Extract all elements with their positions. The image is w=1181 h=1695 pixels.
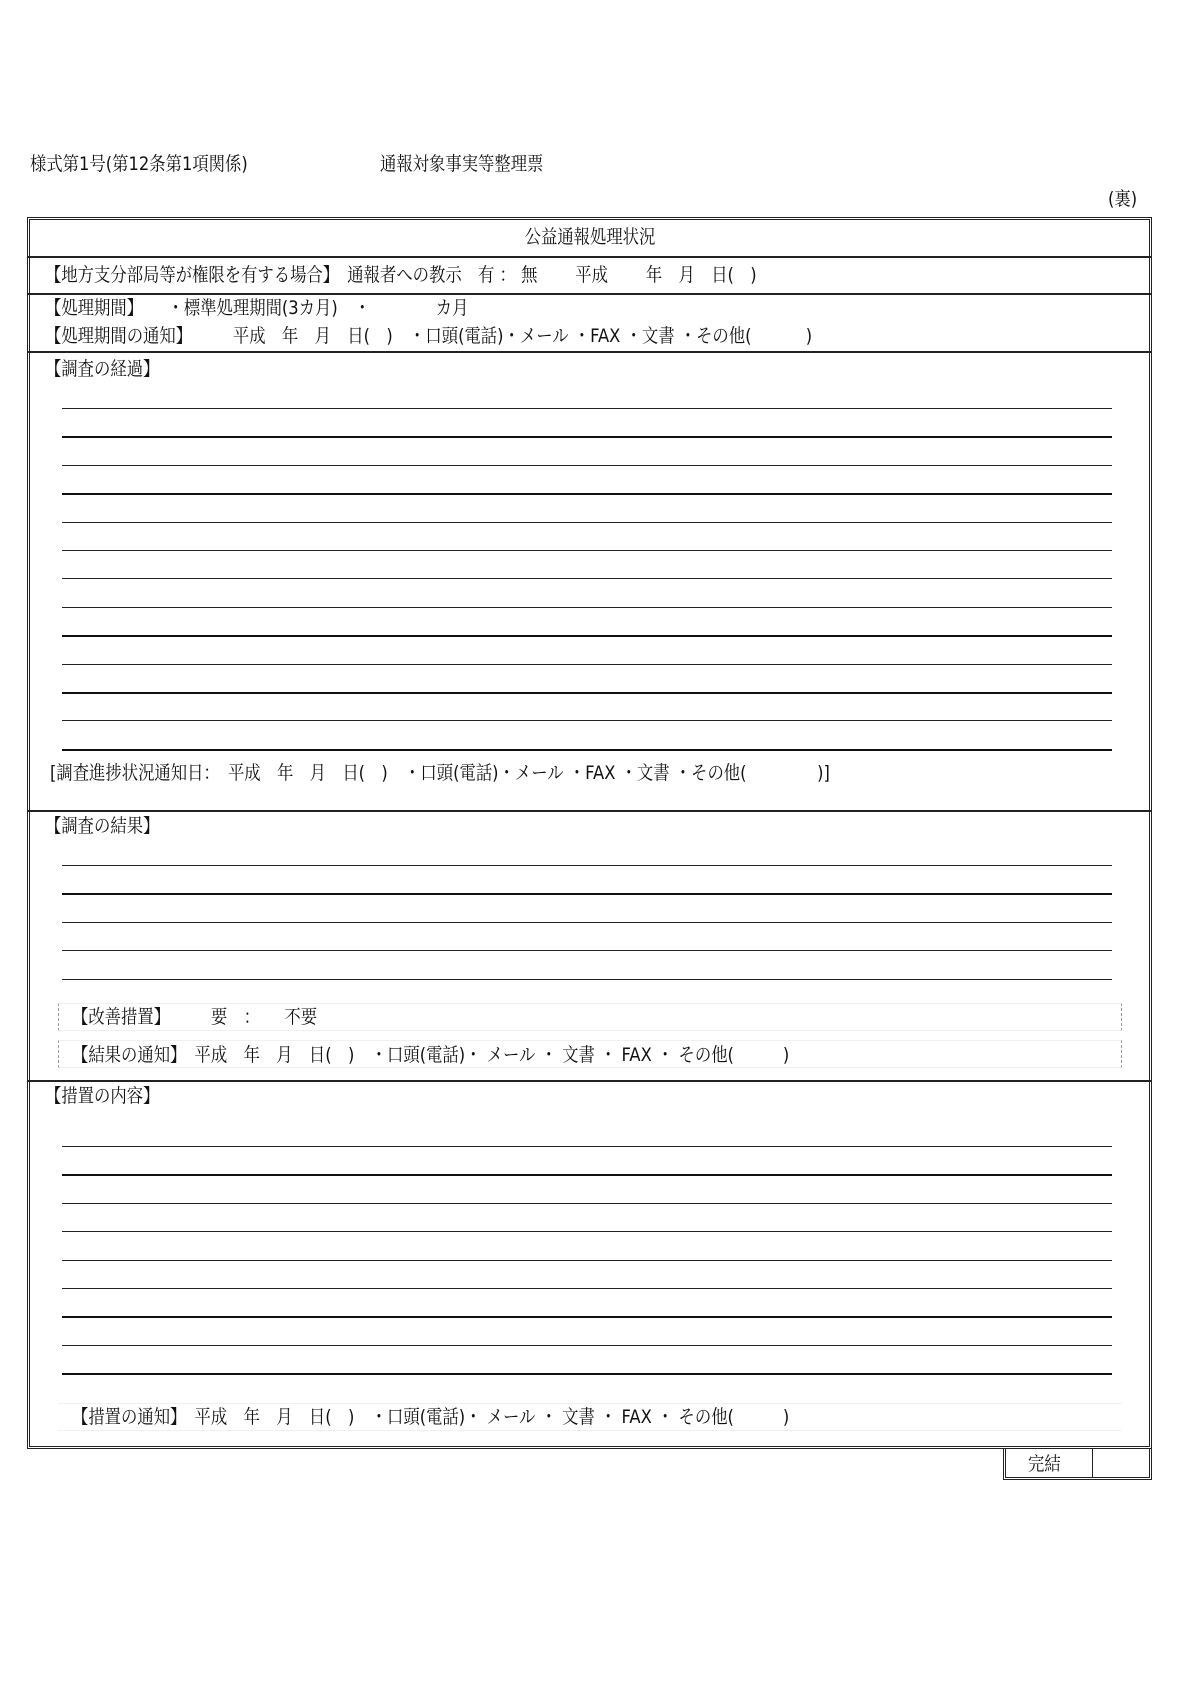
- writing-line: [62, 436, 1112, 438]
- writing-line: [62, 664, 1112, 665]
- period-notice-row: 【処理期間の通知】 平成 年 月 日( ) ・口頭(電話)・メール ・FAX ・文書 ・その他( ): [45, 325, 813, 347]
- writing-line: [62, 1146, 1112, 1147]
- writing-line: [62, 522, 1112, 523]
- divider: [27, 351, 1152, 353]
- result-heading: 【調査の結果】: [45, 815, 160, 837]
- writing-line: [62, 1288, 1112, 1289]
- writing-line: [62, 550, 1112, 551]
- writing-line: [62, 1373, 1112, 1375]
- writing-line: [62, 865, 1112, 866]
- writing-line: [62, 950, 1112, 951]
- divider: [27, 1080, 1152, 1082]
- writing-line: [62, 720, 1112, 721]
- writing-line: [62, 922, 1112, 923]
- writing-line: [62, 1203, 1112, 1204]
- result-notice-row: 【結果の通知】 平成 年 月 日( ) ・口頭(電話)・ メール ・ 文書 ・ FAX ・ その他( ): [72, 1044, 790, 1066]
- writing-line: [62, 1260, 1112, 1261]
- writing-line: [62, 1174, 1112, 1176]
- progress-notice: [調査進捗状況通知日： 平成 年 月 日( ) ・口頭(電話)・メール ・FAX ・文書 ・その他( )]: [50, 762, 830, 784]
- measures-heading: 【措置の内容】: [45, 1085, 160, 1107]
- writing-line: [62, 607, 1112, 608]
- writing-line: [62, 408, 1112, 409]
- form-number: 様式第1号(第12条第1項関係): [30, 153, 248, 175]
- writing-line: [62, 1345, 1112, 1346]
- measures-notice-row: 【措置の通知】 平成 年 月 日( ) ・口頭(電話)・ メール ・ 文書 ・ FAX ・ その他( ): [72, 1406, 790, 1428]
- writing-line: [62, 635, 1112, 637]
- side-label: (裏): [1108, 188, 1138, 210]
- writing-line: [62, 893, 1112, 895]
- completion-label: 完結: [1028, 1453, 1061, 1475]
- writing-line: [62, 1316, 1112, 1318]
- authority-row: 【地方支分部局等が権限を有する場合】 通報者への教示 有 ： 無 平成 年 月 日( ): [45, 264, 757, 286]
- progress-heading: 【調査の経過】: [45, 358, 160, 380]
- period-row: 【処理期間】 ・標準処理期間(3カ月) ・ カ月: [45, 297, 469, 319]
- divider: [27, 810, 1152, 812]
- writing-line: [62, 493, 1112, 495]
- writing-line: [62, 749, 1112, 751]
- divider: [27, 256, 1152, 258]
- completion-check-cell: [1092, 1449, 1093, 1477]
- writing-line: [62, 465, 1112, 466]
- writing-line: [62, 578, 1112, 579]
- improvement-row: 【改善措置】 要 ： 不要: [72, 1006, 318, 1028]
- divider: [27, 293, 1152, 295]
- completion-box: [1003, 1449, 1152, 1480]
- writing-line: [62, 692, 1112, 694]
- status-table: [27, 217, 1152, 1449]
- writing-line: [62, 1231, 1112, 1232]
- writing-line: [62, 979, 1112, 980]
- table-title: 公益通報処理状況: [525, 226, 656, 248]
- form-title: 通報対象事実等整理票: [380, 153, 544, 175]
